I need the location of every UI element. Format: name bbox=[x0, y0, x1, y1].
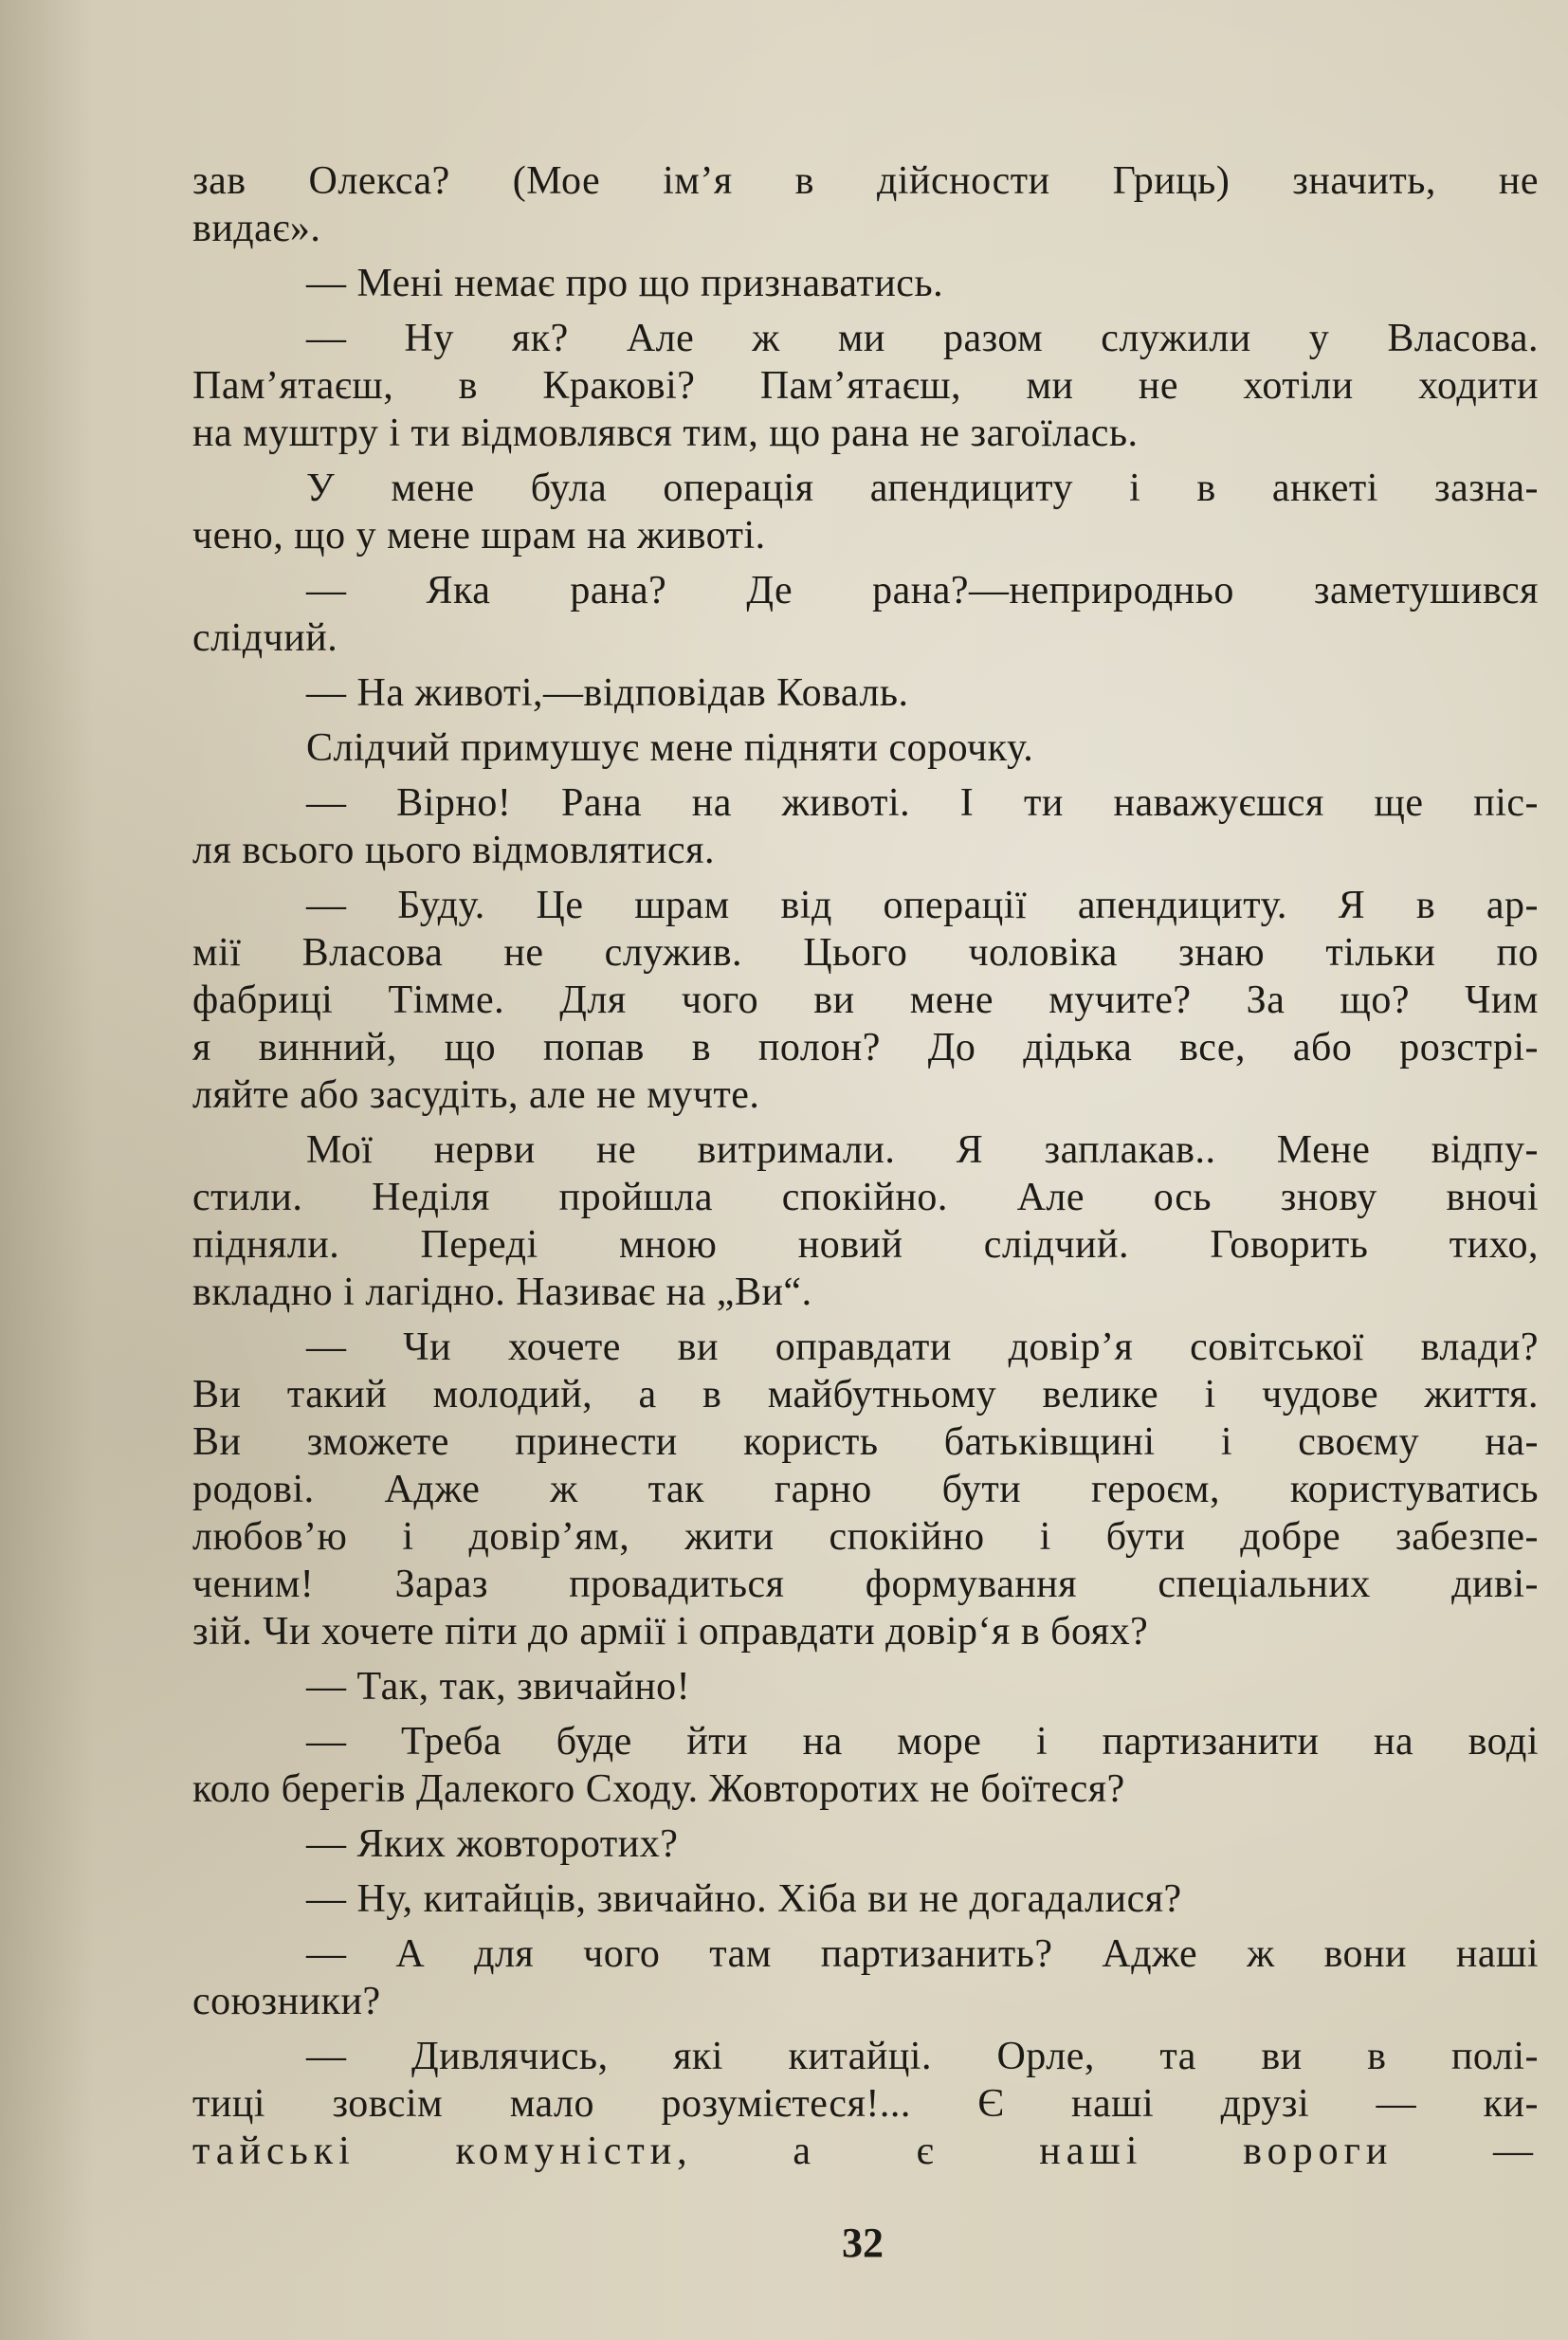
paragraph-1 bbox=[192, 157, 1539, 252]
paragraph-11 bbox=[192, 1324, 1539, 1655]
text-line: Ви такий молодий, а в майбутньому велике і чудове життя. bbox=[192, 1373, 1539, 1417]
paragraph-10 bbox=[192, 1126, 1539, 1316]
text-line: — А для чого там партизанить? Адже ж вони наші bbox=[306, 1932, 1539, 1976]
text-line: — На животі,—відповідав Коваль. bbox=[306, 671, 909, 715]
text-line: любов’ю і довір’ям, жити спокійно і бути добре забезпе- bbox=[192, 1515, 1539, 1559]
page-number: 32 bbox=[842, 2220, 884, 2266]
paragraph-7 bbox=[192, 724, 1539, 772]
paragraph-13 bbox=[192, 1718, 1539, 1813]
paragraph-6 bbox=[192, 669, 1539, 717]
text-line: — Яка рана? Де рана?—неприродньо заметушився bbox=[306, 569, 1539, 612]
text-line: на муштру і ти відмовлявся тим, що рана не загоїлась. bbox=[192, 411, 1139, 455]
paragraph-16 bbox=[192, 1930, 1539, 2025]
paragraph-14 bbox=[192, 1820, 1539, 1868]
paragraph-17 bbox=[192, 2033, 1539, 2175]
text-line: фабриці Тімме. Для чого ви мене мучите? За що? Чим bbox=[192, 978, 1539, 1022]
text-line: тиці зовсім мало розумієтеся!... Є наші друзі — ки- bbox=[192, 2082, 1539, 2126]
paragraph-15 bbox=[192, 1875, 1539, 1923]
text-line: — Мені немає про що признаватись. bbox=[306, 262, 944, 305]
text-line: Пам’ятаєш, в Кракові? Пам’ятаєш, ми не хотіли ходити bbox=[192, 364, 1539, 408]
text-line: Слідчий примушує мене підняти сорочку. bbox=[306, 726, 1034, 770]
paragraph-5 bbox=[192, 567, 1539, 662]
text-line: — Ну як? Але ж ми разом служили у Власова. bbox=[306, 317, 1539, 360]
text-line: — Дивлячись, які китайці. Орле, та ви в полі- bbox=[306, 2035, 1539, 2078]
text-line: вкладно і лагідно. Називає на „Ви“. bbox=[192, 1271, 812, 1314]
text-line: — Так, так, звичайно! bbox=[306, 1665, 691, 1709]
text-line: чено, що у мене шрам на животі. bbox=[192, 514, 766, 558]
text-line: зав Олекса? (Мое ім’я в дійсности Гриць) значить, не bbox=[192, 159, 1539, 203]
text-line: видає». bbox=[192, 207, 321, 250]
paragraph-3 bbox=[192, 315, 1539, 457]
text-line: У мене була операція апендициту і в анкеті зазна- bbox=[306, 466, 1539, 510]
text-line: ченим! Зараз провадиться формування спеціальних диві- bbox=[192, 1563, 1539, 1606]
text-line: ляйте або засудіть, але не мучте. bbox=[192, 1073, 760, 1117]
text-line: коло берегів Далекого Сходу. Жовторотих не боїтеся? bbox=[192, 1767, 1125, 1811]
text-line: — Чи хочете ви оправдати довір’я совітської влади? bbox=[306, 1325, 1539, 1369]
body-text bbox=[192, 157, 1539, 2183]
text-line: — Вірно! Рана на животі. І ти наважуєшся ще піс- bbox=[306, 781, 1539, 825]
paragraph-2 bbox=[192, 260, 1539, 307]
text-line: стили. Неділя пройшла спокійно. Але ось знову вночі bbox=[192, 1176, 1539, 1219]
paragraph-4 bbox=[192, 465, 1539, 559]
text-line: — Ну, китайців, звичайно. Хіба ви не догадалися? bbox=[306, 1877, 1182, 1921]
text-line: слідчий. bbox=[192, 616, 338, 660]
text-line: родові. Адже ж так гарно бути героєм, користуватись bbox=[192, 1468, 1539, 1511]
text-line: — Треба буде йти на море і партизанити на воді bbox=[306, 1720, 1539, 1764]
paragraph-8 bbox=[192, 779, 1539, 874]
text-line: я винний, що попав в полон? До дідька все, або розстрі- bbox=[192, 1026, 1539, 1069]
text-line: Мої нерви не витримали. Я заплакав.. Мене відпу- bbox=[306, 1128, 1539, 1172]
text-line: — Яких жовторотих? bbox=[306, 1822, 679, 1866]
text-line: — Буду. Це шрам від операції апендициту. Я в ар- bbox=[306, 884, 1539, 927]
text-line: Ви зможете принести користь батьківщині і своєму на- bbox=[192, 1420, 1539, 1464]
text-line: тайські комуністи, а є наші вороги — bbox=[192, 2130, 1539, 2173]
text-line: підняли. Переді мною новий слідчий. Говорить тихо, bbox=[192, 1223, 1539, 1267]
paragraph-12 bbox=[192, 1663, 1539, 1710]
text-line: мії Власова не служив. Цього чоловіка знаю тільки по bbox=[192, 931, 1539, 975]
text-line: ля всього цього відмовлятися. bbox=[192, 829, 715, 872]
paragraph-9 bbox=[192, 882, 1539, 1119]
text-line: зій. Чи хочете піти до армії і оправдати довір‘я в боях? bbox=[192, 1610, 1149, 1654]
text-line: союзники? bbox=[192, 1980, 381, 2023]
